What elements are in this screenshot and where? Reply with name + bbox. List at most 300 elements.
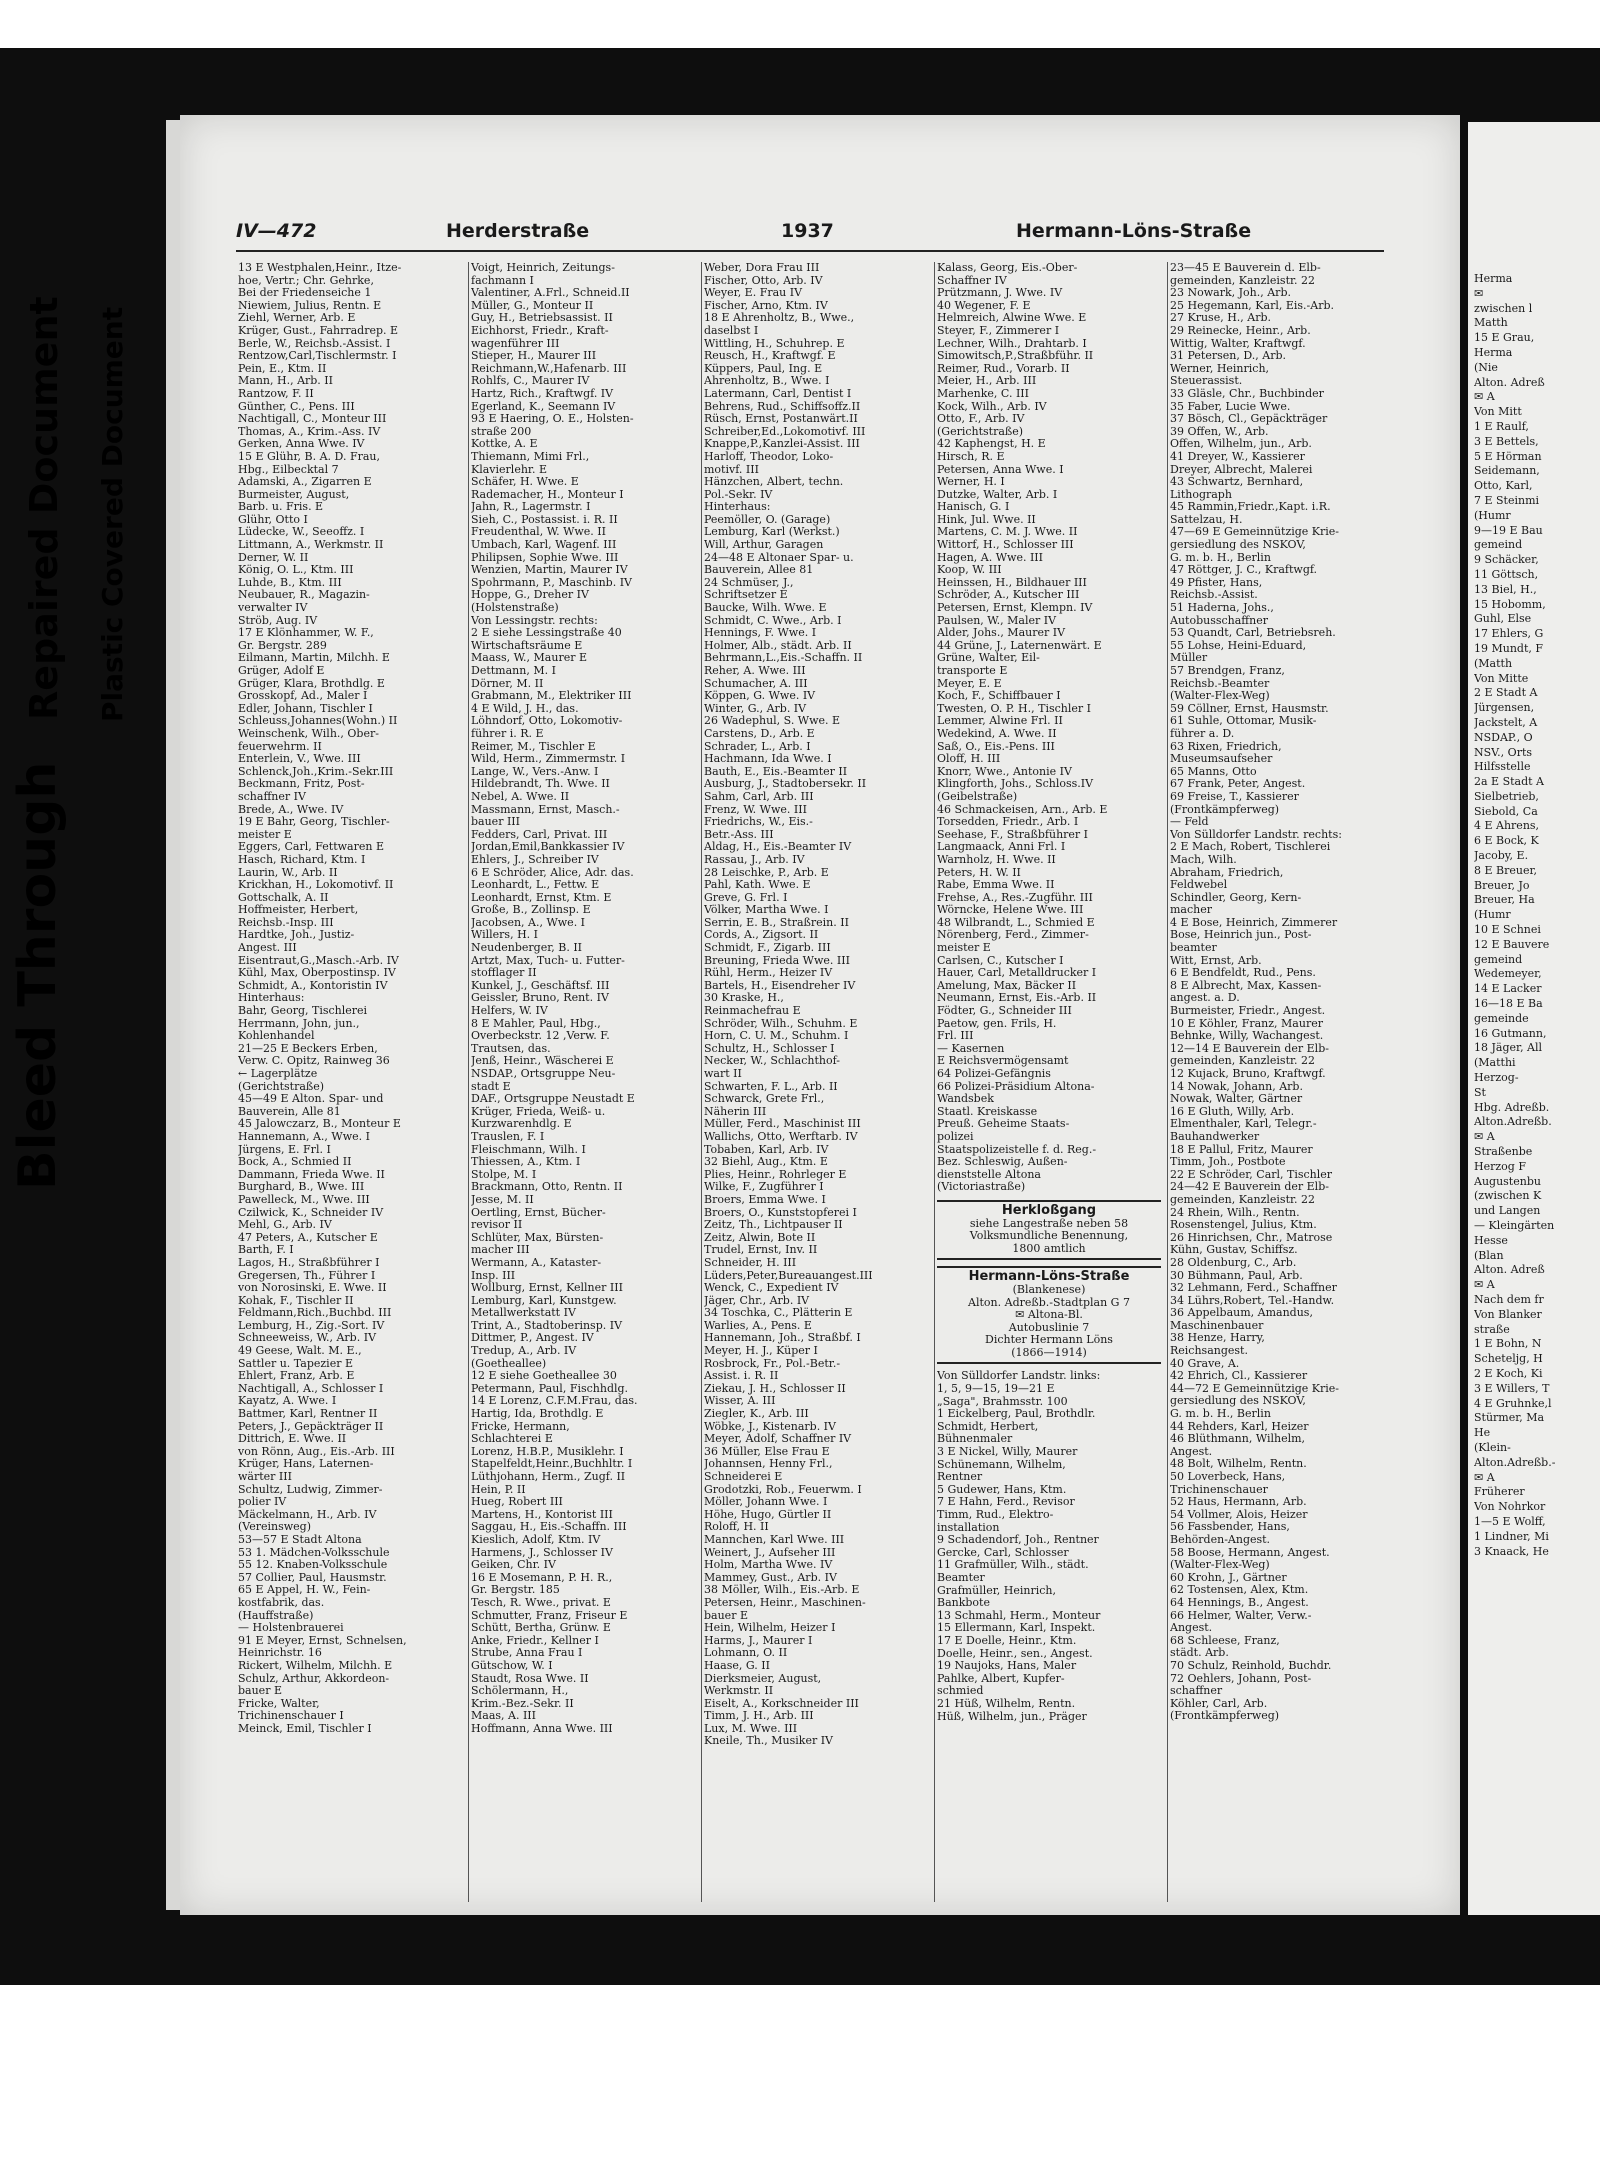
directory-entry: Bauverein, Alle 81 — [238, 1105, 341, 1118]
directory-entry: 8 E Mahler, Paul, Hbg., — [471, 1017, 601, 1030]
directory-entry: Oertling, Ernst, Bücher- — [471, 1206, 606, 1219]
directory-entry: Bei der Friedenseiche 1 — [238, 287, 372, 300]
directory-entry: Bez. Schleswig, Außen- — [937, 1156, 1068, 1169]
directory-entry: Martens, C. M. J. Wwe. II — [937, 526, 1078, 539]
directory-entry: 56 Fassbender, Hans, — [1170, 1521, 1290, 1534]
directory-entry: Nachtigall, A., Schlosser I — [238, 1382, 384, 1395]
directory-entry: Petersen, Ernst, Klempn. IV — [937, 602, 1093, 615]
column-1 — [238, 262, 462, 1902]
directory-entry: Grüger, Adolf E — [238, 665, 325, 677]
directory-entry: Roloff, H. II — [704, 1521, 769, 1534]
directory-entry: von Norosinski, E. Wwe. II — [238, 1282, 387, 1295]
directory-entry: 65 Manns, Otto — [1170, 765, 1257, 778]
directory-entry: 24—48 E Altonaer Spar- u. — [704, 551, 854, 564]
directory-entry: Lorenz, H.B.P., Musiklehr. I — [471, 1445, 624, 1458]
directory-entry: 55 12. Knaben-Volksschule — [238, 1559, 388, 1572]
directory-entry: (1866—1914) — [1011, 1346, 1087, 1359]
directory-entry: 9 Schäcker, — [1474, 553, 1539, 567]
directory-entry: Tobaben, Karl, Arb. IV — [704, 1143, 829, 1156]
directory-entry: Nowak, Walter, Gärtner — [1170, 1093, 1303, 1106]
directory-entry: gemeind — [1474, 538, 1523, 552]
directory-entry: Tredup, A., Arb. IV — [471, 1345, 577, 1358]
directory-entry: Willers, H. I — [471, 929, 539, 942]
directory-entry: 14 Nowak, Johann, Arb. — [1170, 1080, 1303, 1093]
directory-entry: stadt E — [471, 1080, 511, 1093]
directory-entry: Lechner, Wilh., Drahtarb. I — [937, 337, 1087, 350]
directory-entry: Trautsen, das. — [471, 1042, 551, 1055]
directory-entry: Schröder, Wilh., Schuhm. E — [704, 1017, 858, 1030]
directory-entry: Nach dem fr — [1474, 1292, 1544, 1306]
directory-entry: 28 Oldenburg, C., Arb. — [1170, 1256, 1297, 1269]
directory-entry: Brackmann, Otto, Rentn. II — [471, 1181, 623, 1194]
directory-entry: Löhndorf, Otto, Lokomotiv- — [471, 715, 623, 728]
directory-entry: Autobusschaffner — [1170, 614, 1268, 627]
directory-entry: Fricke, Walter, — [238, 1697, 320, 1710]
directory-entry: Hänzchen, Albert, techn. — [704, 476, 844, 489]
directory-entry: Maass, W., Maurer E — [471, 652, 587, 665]
directory-entry: Gottschalk, A. II — [238, 891, 329, 904]
directory-entry: Frehse, A., Res.-Zugführ. III — [937, 891, 1093, 904]
directory-entry: Kneile, Th., Musiker IV — [704, 1735, 833, 1748]
directory-entry: Hachmann, Ida Wwe. I — [704, 753, 832, 766]
directory-entry: Rentzow,Carl,Tischlermstr. I — [238, 350, 397, 363]
directory-entry: Guy, H., Betriebsassist. II — [471, 312, 613, 325]
directory-entry: (Frontkämpferweg) — [1170, 1710, 1280, 1723]
directory-entry: Grabmann, M., Elektriker III — [471, 690, 632, 703]
directory-entry: Lemburg, H., Zig.-Sort. IV — [238, 1319, 385, 1332]
directory-entry: Schriftsetzer E — [704, 589, 788, 602]
directory-entry: Angest. — [1170, 1622, 1213, 1635]
directory-entry: 4 E Gruhnke,l — [1474, 1396, 1552, 1410]
directory-entry: Von Sülldorfer Landstr. links: — [937, 1370, 1101, 1383]
directory-entry: Reinmachefrau E — [704, 1005, 801, 1018]
directory-entry: Sahm, Carl, Arb. III — [704, 790, 814, 803]
directory-entry: 14 E Lacker — [1474, 982, 1542, 996]
directory-entry: Hein, P. II — [471, 1483, 526, 1496]
directory-entry: Hildebrandt, Th. Wwe. II — [471, 778, 610, 791]
directory-entry: Rabe, Emma Wwe. II — [937, 879, 1055, 892]
directory-entry: 40 Wegener, F. E — [937, 299, 1031, 312]
directory-entry: (Frontkämpferweg) — [1170, 803, 1280, 816]
directory-entry: Meyer, Adolf, Schaffner IV — [704, 1433, 852, 1446]
directory-columns — [238, 262, 1378, 1902]
directory-entry: Schwarten, F. L., Arb. II — [704, 1080, 838, 1093]
directory-entry: ✉ A — [1474, 1278, 1495, 1292]
directory-entry: Grüger, Klara, Brothdlg. E — [238, 677, 385, 690]
directory-entry: wagenführer III — [471, 337, 560, 350]
directory-entry: NSV., Orts — [1474, 745, 1533, 759]
directory-entry: 10 E Schnei — [1474, 923, 1541, 937]
directory-entry: Hbg. Adreßb. — [1474, 1100, 1550, 1114]
directory-entry: Simowitsch,P.,Straßbführ. II — [937, 350, 1094, 363]
directory-entry: Schneeweiss, W., Arb. IV — [238, 1332, 377, 1345]
directory-entry: 18 E Ahrenholtz, B., Wwe., — [704, 312, 855, 325]
directory-entry: Seehase, F., Straßbführer I — [937, 828, 1089, 841]
directory-entry: Von Sülldorfer Landstr. rechts: — [1170, 828, 1342, 841]
directory-entry: „Saga", Brahmsstr. 100 — [937, 1395, 1068, 1408]
directory-entry: Schneider, H. III — [704, 1256, 797, 1269]
directory-entry: — Kasernen — [937, 1042, 1005, 1055]
directory-entry: Meyer, E. E — [937, 677, 1002, 690]
directory-entry: Plies, Heinr., Rohrleger E — [704, 1168, 847, 1181]
directory-entry: 30 Bühmann, Paul, Arb. — [1170, 1269, 1303, 1282]
directory-entry: Rohlfs, C., Maurer IV — [471, 375, 590, 388]
directory-entry: 19 E Bahr, Georg, Tischler- — [238, 816, 390, 829]
directory-entry: Jordan,Emil,Bankkassier IV — [471, 841, 625, 854]
directory-entry: Fedders, Carl, Privat. III — [471, 828, 608, 841]
directory-entry: Voigt, Heinrich, Zeitungs- — [471, 262, 615, 274]
directory-entry: (Hauffstraße) — [238, 1609, 314, 1622]
directory-entry: ✉ A — [1474, 1130, 1495, 1144]
column-5 — [1170, 262, 1394, 1902]
directory-entry: Behörden-Angest. — [1170, 1533, 1271, 1546]
directory-entry: Herzog F — [1474, 1159, 1526, 1173]
directory-entry: Autobuslinie 7 — [1008, 1321, 1090, 1334]
directory-entry: Wermann, A., Kataster- — [471, 1256, 602, 1269]
directory-entry: Eichhorst, Friedr., Kraft- — [471, 324, 609, 337]
directory-entry: Neubauer, R., Magazin- — [238, 589, 370, 602]
directory-entry: 16 Gutmann, — [1474, 1026, 1547, 1040]
directory-entry: Kottke, A. E — [471, 438, 538, 451]
directory-entry: Beckmann, Fritz, Post- — [238, 778, 365, 791]
directory-entry: Wedekind, A. Wwe. II — [937, 727, 1057, 740]
running-head — [236, 212, 1384, 252]
directory-entry: Timm, J. H., Arb. III — [704, 1710, 814, 1723]
directory-entry: Dreyer, Albrecht, Malerei — [1170, 463, 1313, 476]
directory-entry: Mehl, G., Arb. IV — [238, 1219, 332, 1232]
directory-entry: 34 Toschka, C., Plätterin E — [704, 1307, 853, 1320]
directory-entry: Prützmann, J. Wwe. IV — [937, 287, 1063, 300]
directory-entry: Werkmstr. II — [704, 1685, 774, 1698]
directory-entry: 3 Knaack, He — [1474, 1544, 1549, 1558]
directory-entry: Gr. Bergstr. 289 — [238, 639, 327, 652]
directory-entry: 27 Kruse, H., Arb. — [1170, 312, 1272, 325]
directory-entry: Gerken, Anna Wwe. IV — [238, 438, 365, 451]
directory-entry: Metallwerkstatt IV — [471, 1307, 576, 1320]
directory-entry: motivf. III — [704, 463, 759, 476]
directory-entry: 49 Geese, Walt. M. E., — [238, 1345, 362, 1358]
directory-entry: Thomas, A., Krim.-Ass. IV — [238, 425, 381, 438]
directory-entry: Jacoby, E. — [1474, 849, 1529, 863]
directory-entry: 30 Kraske, H., — [704, 992, 784, 1005]
directory-entry: Barb. u. Fris. E — [238, 501, 324, 514]
directory-entry: Von Lessingstr. rechts: — [471, 614, 598, 627]
header-rule — [236, 250, 1384, 252]
directory-entry: Anke, Friedr., Kellner I — [471, 1634, 599, 1647]
directory-entry: Wittorf, H., Schlosser III — [937, 539, 1074, 552]
directory-entry: Otto, F., Arb. IV — [937, 413, 1025, 426]
directory-entry: 67 Frank, Peter, Angest. — [1170, 778, 1306, 791]
directory-entry: Geissler, Bruno, Rent. IV — [471, 992, 609, 1005]
directory-entry: DAF., Ortsgruppe Neustadt E — [471, 1093, 635, 1106]
directory-entry: Harloff, Theodor, Loko- — [704, 450, 834, 463]
directory-entry: Preuß. Geheime Staats- — [937, 1118, 1070, 1131]
directory-entry: Mannchen, Karl Wwe. III — [704, 1533, 845, 1546]
directory-entry: Jahn, R., Lagermstr. I — [471, 501, 591, 514]
directory-entry: Stapelfeldt,Heinr.,Buchhltr. I — [471, 1458, 633, 1471]
directory-entry: 26 Wadephul, S. Wwe. E — [704, 715, 841, 728]
directory-entry: Ahrenholtz, B., Wwe. I — [704, 375, 830, 388]
directory-entry: Brede, A., Wwe. IV — [238, 803, 344, 816]
directory-entry: Hirsch, R. E — [937, 450, 1005, 463]
directory-entry: 13 Schmahl, Herm., Monteur — [937, 1609, 1101, 1622]
directory-entry: bauer E — [704, 1609, 748, 1622]
directory-entry: Klingforth, Johs., Schloss.IV — [937, 778, 1094, 791]
directory-entry: 6 E Bendfeldt, Rud., Pens. — [1170, 967, 1316, 980]
directory-entry: Philipsen, Sophie Wwe. III — [471, 551, 619, 564]
directory-entry: polier IV — [238, 1496, 287, 1509]
directory-entry: Burghard, B., Wwe. III — [238, 1181, 365, 1194]
directory-entry: 34 Lührs,Robert, Tel.-Handw. — [1170, 1294, 1335, 1307]
directory-entry: Grosskopf, Ad., Maler I — [238, 690, 368, 703]
directory-entry: 4 E Ahrens, — [1474, 819, 1540, 833]
directory-entry: Reichmann,W.,Hafenarb. III — [471, 362, 627, 375]
directory-entry: Lux, M. Wwe. III — [704, 1722, 798, 1735]
directory-entry: Friedrichs, W., Eis.- — [704, 816, 813, 829]
directory-entry: Kohak, F., Tischler II — [238, 1294, 354, 1307]
directory-entry: Seidemann, — [1474, 464, 1540, 478]
directory-entry: Lemburg, Karl (Werkst.) — [704, 526, 840, 539]
directory-entry: Ströb, Aug. IV — [238, 614, 318, 627]
directory-entry: Wenzien, Martin, Maurer IV — [471, 564, 628, 577]
directory-entry: 24 Rhein, Wilh., Rentn. — [1170, 1206, 1300, 1219]
directory-entry: Lemmer, Alwine Frl. II — [937, 715, 1063, 728]
directory-entry: Näherin III — [704, 1105, 767, 1118]
directory-entry: Museumsaufseher — [1170, 753, 1273, 766]
directory-entry: 1 E Bohn, N — [1474, 1337, 1542, 1351]
directory-entry: Wisser, A. III — [704, 1395, 776, 1408]
directory-entry: (Matthi — [1474, 1056, 1516, 1070]
directory-entry: NSDAP., Ortsgruppe Neu- — [471, 1068, 616, 1080]
directory-entry: Früherer — [1474, 1485, 1525, 1499]
directory-entry: 2 E Mach, Robert, Tischlerei — [1170, 841, 1331, 854]
directory-entry: Hesse — [1474, 1233, 1508, 1247]
directory-entry: Umbach, Karl, Wagenf. III — [471, 539, 617, 552]
directory-entry: Angest. III — [238, 942, 297, 955]
directory-entry: hoe, Vertr.; Chr. Gehrke, — [238, 274, 374, 287]
directory-entry: 37 Bösch, Cl., Gepäckträger — [1170, 413, 1328, 426]
directory-entry: Ehlers, J., Schreiber IV — [471, 853, 599, 866]
directory-entry: Hartz, Rich., Kraftwgf. IV — [471, 387, 614, 400]
directory-entry: Neumann, Ernst, Eis.-Arb. II — [937, 992, 1097, 1005]
directory-entry: 91 E Meyer, Ernst, Schnelsen, — [238, 1634, 407, 1647]
directory-entry: polizei — [937, 1130, 974, 1143]
directory-entry: 41 Dreyer, W., Kassierer — [1170, 450, 1305, 463]
directory-entry: (Geibelstraße) — [937, 790, 1018, 803]
directory-entry: 13 E Westphalen,Heinr., Itze- — [238, 262, 402, 274]
directory-entry: Schölermann, H., — [471, 1685, 569, 1698]
directory-entry: feuerwehrm. II — [238, 740, 322, 753]
directory-entry: Ziegler, K., Arb. III — [704, 1408, 809, 1421]
directory-entry: Kohlenhandel — [238, 1030, 315, 1043]
directory-entry: daselbst I — [704, 324, 759, 337]
directory-entry: Schultz, Ludwig, Zimmer- — [238, 1483, 383, 1496]
directory-entry: Schreiber,Ed.,Lokomotivf. III — [704, 425, 866, 438]
directory-entry: Rademacher, H., Monteur I — [471, 488, 624, 501]
directory-entry: 47—69 E Gemeinnützige Krie- — [1170, 526, 1340, 539]
directory-entry: 2 E siehe Lessingstraße 40 — [471, 627, 622, 640]
directory-entry: Meier, H., Arb. III — [937, 375, 1037, 388]
directory-entry: ← Lagerplätze — [238, 1068, 318, 1080]
directory-entry: Artzt, Max, Tuch- u. Futter- — [471, 954, 625, 967]
directory-entry: Nörenberg, Ferd., Zimmer- — [937, 929, 1089, 942]
directory-entry: Schindler, Georg, Kern- — [1170, 891, 1302, 904]
directory-entry: Rickert, Wilhelm, Milchh. E — [238, 1659, 393, 1672]
directory-entry: 53 Quandt, Carl, Betriebsreh. — [1170, 627, 1336, 640]
directory-entry: — Kleingärten — [1474, 1219, 1555, 1232]
directory-entry: 17 E Klönhammer, W. F., — [238, 627, 374, 640]
directory-entry: 1 Lindner, Mi — [1474, 1529, 1549, 1543]
directory-entry: macher — [1170, 904, 1213, 917]
directory-entry: (Victoriastraße) — [937, 1181, 1026, 1194]
directory-entry: Stürmer, Ma — [1474, 1411, 1545, 1425]
directory-entry: Helfers, W. IV — [471, 1005, 548, 1018]
directory-entry: Gercke, Carl, Schlosser — [937, 1546, 1069, 1559]
directory-entry: 49 Pfister, Hans, — [1170, 576, 1263, 589]
directory-entry: Trichinenschauer I — [238, 1710, 344, 1723]
directory-entry: Hueg, Robert III — [471, 1496, 563, 1509]
directory-entry: Gütschow, W. I — [471, 1659, 553, 1672]
directory-entry: Kunkel, J., Geschäftsf. III — [471, 979, 610, 992]
directory-entry: Carlsen, C., Kutscher I — [937, 954, 1064, 967]
directory-entry: Schumacher, A. III — [704, 677, 808, 690]
directory-entry: 35 Faber, Lucie Wwe. — [1170, 400, 1291, 413]
directory-entry: (Holstenstraße) — [471, 602, 559, 615]
directory-entry: Jäger, Chr., Arb. IV — [704, 1294, 810, 1307]
directory-entry: 15 Ellermann, Karl, Inspekt. — [937, 1622, 1096, 1635]
directory-entry: Offen, Wilhelm, jun., Arb. — [1170, 438, 1312, 451]
directory-entry: Behnke, Willy, Wachangest. — [1170, 1030, 1324, 1043]
directory-entry: Behrmann,L.,Eis.-Schaffn. II — [704, 652, 863, 665]
directory-entry: Eisentraut,G.,Masch.-Arb. IV — [238, 954, 399, 967]
directory-entry: Schütt, Bertha, Grünw. E — [471, 1622, 611, 1635]
directory-entry: Dettmann, M. I — [471, 665, 556, 677]
directory-entry: gemeinde — [1474, 1011, 1529, 1025]
directory-entry: Martens, H., Kontorist III — [471, 1508, 613, 1521]
directory-entry: Breuning, Frieda Wwe. III — [704, 954, 850, 967]
directory-entry: Höhe, Hugo, Gürtler II — [704, 1508, 832, 1521]
directory-entry: Fischer, Otto, Arb. IV — [704, 274, 823, 287]
directory-entry: Sielbetrieb, — [1474, 789, 1539, 803]
directory-entry: 36 Müller, Else Frau E — [704, 1445, 830, 1458]
directory-entry: Adamski, A., Zigarren E — [238, 476, 372, 489]
directory-entry: Pol.-Sekr. IV — [704, 488, 773, 501]
directory-entry: 47 Peters, A., Kutscher E — [238, 1231, 378, 1244]
directory-entry: Dittmer, P., Angest. IV — [471, 1332, 594, 1345]
directory-entry: Trichinenschauer — [1170, 1483, 1268, 1496]
directory-entry: 26 Hinrichsen, Chr., Matrose — [1170, 1231, 1333, 1244]
directory-entry: 44 Grüne, J., Laternenwärt. E — [937, 639, 1102, 652]
directory-entry: 40 Grave, A. — [1170, 1357, 1240, 1370]
directory-entry: 42 Ehrich, Cl., Kassierer — [1170, 1370, 1308, 1383]
directory-entry: Sattler u. Tapezier E — [238, 1357, 353, 1370]
directory-entry: Födter, G., Schneider III — [937, 1005, 1072, 1018]
directory-entry: Mammey, Gust., Arb. IV — [704, 1571, 837, 1584]
directory-entry: Johannsen, Henny Frl., — [704, 1458, 833, 1471]
directory-entry: Pein, E., Ktm. II — [238, 362, 327, 375]
directory-entry: Schlachterei E — [471, 1433, 553, 1446]
directory-entry: gersiedlung des NSKOV, — [1170, 539, 1306, 552]
directory-entry: Grafmüller, Heinrich, — [937, 1584, 1057, 1597]
directory-entry: 15 E Grau, — [1474, 331, 1535, 345]
directory-entry: schaffner — [1170, 1685, 1223, 1698]
directory-entry: Rantzow, F. II — [238, 387, 314, 400]
directory-entry: Otto, Karl, — [1474, 479, 1533, 493]
directory-entry: Warnholz, H. Wwe. II — [937, 853, 1056, 866]
directory-entry: Wedemeyer, — [1474, 967, 1542, 981]
directory-entry: 69 Freise, T., Kassierer — [1170, 790, 1299, 803]
directory-entry: Köppen, G. Wwe. IV — [704, 690, 816, 703]
directory-entry: Twesten, O. P. H., Tischler I — [937, 702, 1092, 715]
directory-entry: Fischer, Arno, Ktm. IV — [704, 299, 828, 312]
directory-entry: Bauth, E., Eis.-Beamter II — [704, 765, 848, 778]
directory-entry: Feldmann,Rich.,Buchbd. III — [238, 1307, 392, 1320]
directory-entry: Maas, A. III — [471, 1710, 536, 1723]
directory-entry: Volksmundliche Benennung, — [969, 1230, 1129, 1243]
directory-entry: Bahr, Georg, Tischlerei — [238, 1005, 368, 1018]
directory-entry: Strube, Anna Frau I — [471, 1647, 583, 1660]
directory-entry: 60 Krohn, J., Gärtner — [1170, 1571, 1287, 1584]
directory-entry: meister E — [238, 828, 292, 841]
directory-entry: 23 Nowark, Joh., Arb. — [1170, 287, 1291, 300]
directory-entry: Dutzke, Walter, Arb. I — [937, 488, 1058, 501]
directory-entry: Knorr, Wwe., Antonie IV — [937, 765, 1072, 778]
directory-entry: Thiessen, A., Ktm. I — [471, 1156, 581, 1169]
directory-entry: 10 E Köhler, Franz, Maurer — [1170, 1017, 1323, 1030]
directory-entry: Peters, H. W. II — [937, 866, 1021, 879]
directory-entry: wärter III — [238, 1471, 292, 1483]
directory-entry: Elmenthaler, Karl, Telegr.- — [1170, 1118, 1317, 1131]
directory-entry: Amelung, Max, Bäcker II — [937, 979, 1077, 992]
directory-entry: St — [1474, 1085, 1486, 1099]
directory-entry: 31 Petersen, D., Arb. — [1170, 350, 1286, 363]
directory-entry: Tesch, R. Wwe., privat. E — [471, 1596, 611, 1609]
directory-entry: Weinschenk, Wilh., Ober- — [238, 727, 379, 740]
directory-entry: (Vereinsweg) — [238, 1521, 312, 1534]
directory-entry: Steyer, F., Zimmerer I — [937, 324, 1060, 337]
directory-entry: Battmer, Karl, Rentner II — [238, 1408, 378, 1421]
directory-entry: Berle, W., Reichsb.-Assist. I — [238, 337, 391, 350]
directory-entry: 2a E Stadt A — [1474, 775, 1544, 789]
directory-entry: Broers, O., Kunststopferei I — [704, 1206, 857, 1219]
directory-entry: Reher, A. Wwe. III — [704, 665, 806, 677]
directory-entry: (zwischen K — [1474, 1189, 1542, 1203]
directory-entry: 46 Schmackeisen, Arn., Arb. E — [937, 803, 1108, 816]
directory-entry: 21 Hüß, Wilhelm, Rentn. — [937, 1697, 1076, 1710]
column-2 — [471, 262, 695, 1902]
directory-entry: Dammann, Frieda Wwe. II — [238, 1168, 385, 1181]
directory-entry: 45—49 E Alton. Spar- und — [238, 1093, 384, 1106]
directory-entry: Necker, W., Schlachthof- — [704, 1055, 841, 1068]
directory-entry: Grodotzki, Rob., Feuerwm. I — [704, 1483, 862, 1496]
directory-entry: Wollburg, Ernst, Kellner III — [471, 1282, 623, 1295]
directory-entry: 45 Rammin,Friedr.,Kapt. i.R. — [1170, 501, 1331, 514]
directory-entry: Hein, Wilhelm, Heizer I — [704, 1622, 836, 1635]
directory-entry: 57 Collier, Paul, Hausmstr. — [238, 1571, 387, 1584]
label-bleed-through: Bleed Through — [8, 761, 68, 1190]
directory-entry: 6 E Schröder, Alice, Adr. das. — [471, 866, 634, 879]
directory-entry: Egerland, K., Seemann IV — [471, 400, 616, 413]
column-4-entries — [937, 262, 1161, 1194]
directory-entry: 19 Naujoks, Hans, Maler — [937, 1660, 1077, 1673]
directory-entry: 1800 amtlich — [1012, 1242, 1086, 1255]
loens-street-sub: (Blankenese) — [1012, 1282, 1086, 1296]
directory-entry: Bauverein, Allee 81 — [704, 564, 814, 577]
directory-entry: Fricke, Hermann, — [471, 1420, 570, 1433]
directory-entry: Hilfsstelle — [1474, 760, 1531, 774]
directory-entry: gersiedlung des NSKOV, — [1170, 1395, 1306, 1408]
directory-entry: Paetow, gen. Frils, H. — [937, 1017, 1057, 1030]
